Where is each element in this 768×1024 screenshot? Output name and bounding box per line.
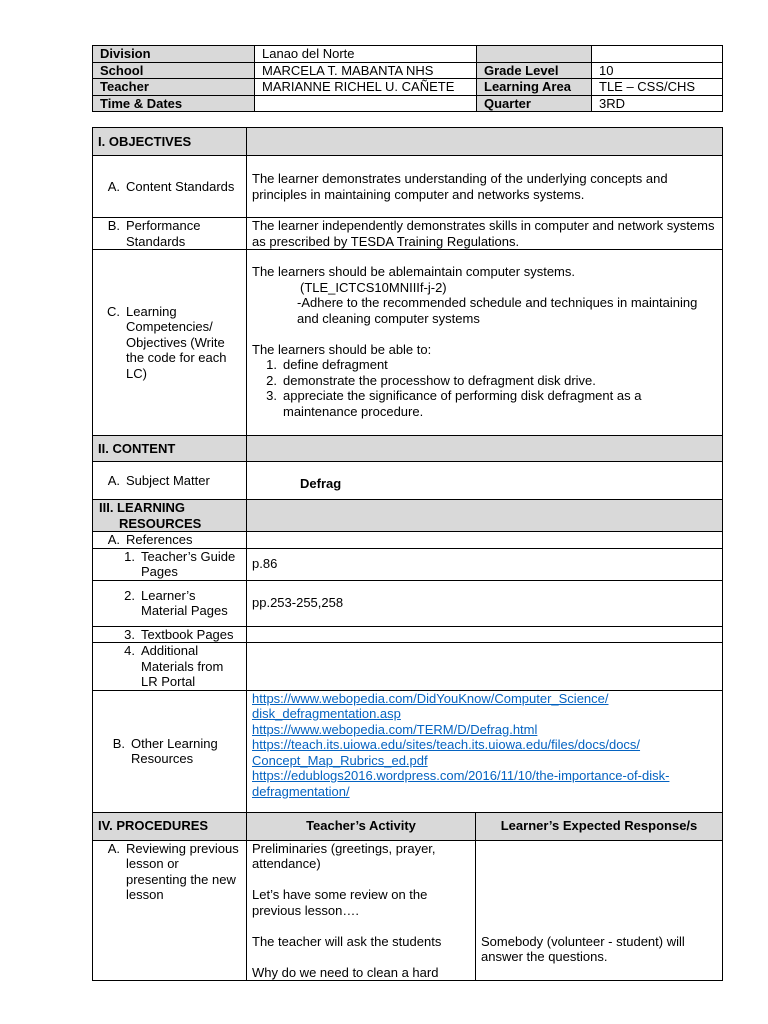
school-value: MARCELA T. MABANTA NHS: [255, 62, 477, 79]
learner-response-cell: [476, 840, 723, 981]
other-resources-label: Other Learning Resources: [131, 735, 218, 766]
teacher-activity-cell: [247, 840, 476, 981]
learners-material-value: pp.253-255,258: [247, 580, 723, 626]
resource-link[interactable]: https://teach.its.uiowa.edu/sites/teach.its.uiowa.edu/files/docs/docs/ Concept_Map_Rubrics_ed.pdf: [252, 737, 641, 768]
objectives-heading-fill: [247, 128, 723, 156]
objective-item: 1. define defragment: [266, 357, 388, 372]
content-heading-fill: [247, 436, 723, 462]
learning-area-value: TLE – CSS/CHS: [592, 79, 723, 96]
time-dates-value: [255, 95, 477, 112]
learners-material-label-cell: 2. Learner’s Material Pages: [93, 580, 247, 626]
teacher-value: MARIANNE RICHEL U. CAÑETE: [255, 79, 477, 96]
content-standards-text: The learner demonstrates understanding of the underlying concepts and principles in maintaining computer and networks systems.: [247, 156, 723, 218]
competency-code: (TLE_ICTCS10MNIIIf-j-2): [300, 279, 447, 295]
resources-heading-fill: [247, 500, 723, 532]
textbook-label: Textbook Pages: [141, 626, 234, 642]
division-value: Lanao del Norte: [255, 46, 477, 63]
lr-portal-value: [247, 643, 723, 691]
resource-link[interactable]: https://www.webopedia.com/TERM/D/Defrag.html: [252, 721, 538, 737]
grade-level-label: Grade Level: [477, 62, 592, 79]
reviewing-label: Reviewing previous lesson or presenting the new lesson: [126, 840, 239, 902]
teachers-guide-value: p.86: [247, 548, 723, 580]
lesson-plan-table: [92, 127, 723, 981]
references-label-cell: A. References: [93, 532, 247, 549]
reviewing-label-cell: A. Reviewing previous lesson or presenting the new lesson: [93, 840, 247, 981]
resources-heading-cell: [93, 500, 247, 532]
other-resources-label-cell: B. Other Learning Resources: [93, 690, 247, 812]
textbook-value: [247, 626, 723, 643]
time-dates-label: Time & Dates: [93, 95, 255, 112]
empty-cell: [592, 46, 723, 63]
empty-cell: [247, 532, 723, 549]
preliminaries-text: Preliminaries (greetings, prayer, attendance): [252, 840, 436, 871]
learning-area-label: Learning Area: [477, 79, 592, 96]
competencies-intro: The learners should be ablemaintain computer systems.: [252, 264, 575, 279]
performance-standards-text: The learner independently demonstrates skills in computer and network systems as prescribed by TESDA Training Regulations.: [247, 218, 723, 250]
competency-adhere: -Adhere to the recommended schedule and techniques in maintaining and cleaning computer systems: [297, 295, 698, 326]
content-standards-label-cell: A. Content Standards: [93, 156, 247, 218]
school-label: School: [93, 62, 255, 79]
content-heading: II. CONTENT: [93, 436, 247, 462]
resource-link[interactable]: https://edublogs2016.wordpress.com/2016/11/10/the-importance-of-disk-defragmentation/: [252, 768, 670, 799]
procedures-heading: IV. PROCEDURES: [93, 812, 247, 840]
performance-standards-label: Performance Standards: [126, 218, 201, 249]
teacher-activity-heading: Teacher’s Activity: [247, 812, 476, 840]
teacher-ask-text: The teacher will ask the students: [252, 933, 442, 949]
competencies-label: Learning Competencies/ Objectives (Write the code for each LC): [126, 303, 227, 381]
resource-link[interactable]: https://www.webopedia.com/DidYouKnow/Computer_Science/ disk_defragmentation.asp: [252, 690, 609, 721]
lr-portal-label: Additional Materials from LR Portal: [141, 643, 224, 689]
content-standards-label: Content Standards: [126, 178, 235, 194]
subject-matter-label: Subject Matter: [126, 472, 210, 488]
teachers-guide-label: Teacher’s Guide Pages: [141, 548, 236, 579]
header-table: [92, 45, 723, 112]
grade-level-value: 10: [592, 62, 723, 79]
quarter-label: Quarter: [477, 95, 592, 112]
subject-matter-label-cell: A. Subject Matter: [93, 462, 247, 500]
references-label: References: [126, 532, 193, 547]
learner-response-text: Somebody (volunteer - student) will answer the questions.: [481, 933, 685, 964]
objective-item: 2. demonstrate the processhow to defragment disk drive.: [266, 372, 596, 388]
teachers-guide-label-cell: 1. Teacher’s Guide Pages: [93, 548, 247, 580]
competencies-cell: [247, 250, 723, 436]
learners-able: The learners should be able to:: [252, 341, 432, 357]
objective-item: 3. appreciate the significance of performing disk defragment as a maintenance procedure.: [266, 388, 642, 419]
textbook-label-cell: 3. Textbook Pages: [93, 626, 247, 643]
subject-matter-value: Defrag: [247, 462, 723, 500]
question-text: Why do we need to clean a hard: [252, 964, 439, 980]
review-intro-text: Let’s have some review on the previous lesson….: [252, 887, 428, 918]
learners-material-label: Learner’s Material Pages: [141, 587, 228, 618]
learner-response-heading: Learner’s Expected Response/s: [476, 812, 723, 840]
division-label: Division: [93, 46, 255, 63]
empty-cell: [477, 46, 592, 63]
resources-heading: III. LEARNING RESOURCES: [99, 500, 202, 531]
performance-standards-label-cell: B. Performance Standards: [93, 218, 247, 250]
lr-portal-label-cell: 4. Additional Materials from LR Portal: [93, 643, 247, 691]
objectives-heading: I. OBJECTIVES: [93, 128, 247, 156]
other-resources-links: [247, 690, 723, 812]
competencies-label-cell: C. Learning Competencies/ Objectives (Write the code for each LC): [93, 250, 247, 436]
quarter-value: 3RD: [592, 95, 723, 112]
teacher-label: Teacher: [93, 79, 255, 96]
